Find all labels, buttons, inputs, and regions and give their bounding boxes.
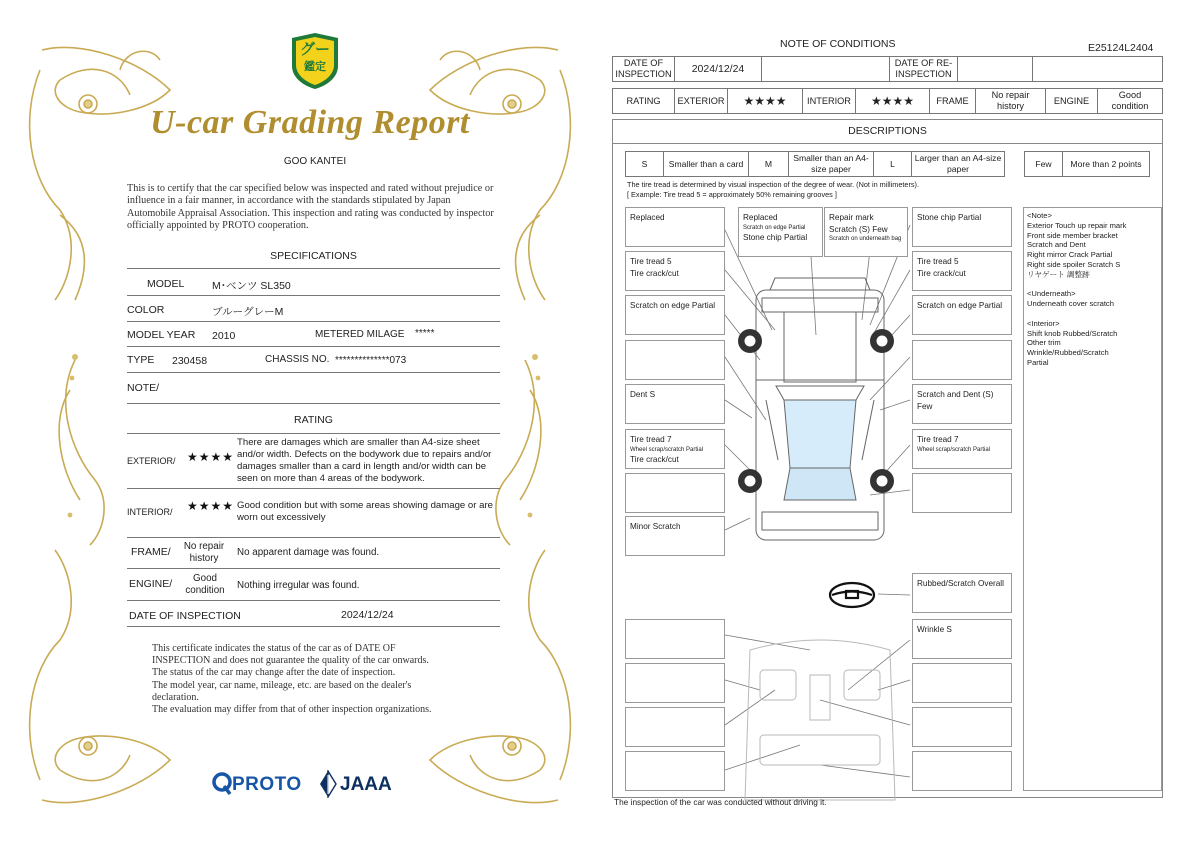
tire-note-line: [ Example: Tire tread 5 = approximately 50% remaining grooves ] bbox=[627, 190, 837, 199]
condition-line: Repair mark bbox=[829, 213, 874, 222]
model-year-value: 2010 bbox=[212, 330, 236, 342]
type-label: TYPE bbox=[127, 354, 155, 366]
proto-logo-icon bbox=[212, 772, 232, 796]
jaaa-logo-text: JAAA bbox=[340, 774, 392, 795]
interior-label: INTERIOR bbox=[803, 89, 856, 114]
condition-line: Tire tread 7 bbox=[917, 435, 959, 444]
condition-text bbox=[743, 212, 807, 243]
exterior-label: EXTERIOR/ bbox=[127, 456, 176, 466]
proto-logo-text: PROTO bbox=[232, 774, 302, 795]
legend-s-text: Smaller than a card bbox=[664, 152, 749, 177]
spec-row-color bbox=[127, 296, 500, 322]
condition-small: Wheel scrap/scratch Partial bbox=[917, 446, 991, 453]
interior-label: INTERIOR/ bbox=[127, 507, 173, 517]
condition-line: Tire tread 5 bbox=[917, 257, 959, 266]
model-year-label: MODEL YEAR bbox=[127, 329, 196, 341]
condition-box-tire-lf bbox=[625, 251, 725, 291]
disclaimer-line: declaration. bbox=[152, 691, 199, 703]
frame-label: FRAME bbox=[930, 89, 976, 114]
engine-value: Good condition bbox=[185, 573, 225, 596]
footer-logos bbox=[212, 768, 412, 802]
date-reinspection-label: DATE OF RE-INSPECTION bbox=[890, 57, 958, 82]
condition-box-empty bbox=[912, 751, 1012, 791]
rating-row-date bbox=[127, 601, 500, 627]
interior-description: Good condition but with some areas showing damage or are worn out excessively bbox=[237, 500, 493, 523]
condition-box-empty bbox=[625, 663, 725, 703]
condition-small: Scratch on edge Partial bbox=[743, 224, 806, 231]
condition-box-tire-rr bbox=[912, 429, 1012, 469]
spec-row-note bbox=[127, 373, 500, 404]
condition-text: Replaced bbox=[630, 213, 665, 222]
disclaimer-line: INSPECTION and does not guarantee the quality of the car onwards. bbox=[152, 655, 429, 667]
condition-box-empty bbox=[625, 619, 725, 659]
condition-text: Minor Scratch bbox=[630, 522, 681, 531]
exterior-description: There are damages which are smaller than A4-size sheet and/or width. Defects on the bodywork due to repairs and/or damages smaller than a card in length and/or width can be seen on more than 4 areas of the bodywork. bbox=[237, 437, 492, 484]
note-line bbox=[1024, 280, 1161, 290]
model-value: M･ベンツ SL350 bbox=[212, 280, 291, 292]
rating-row-engine bbox=[127, 569, 500, 601]
condition-box-scratch-edge-right bbox=[912, 295, 1012, 335]
note-line: Wrinkle/Rubbed/Scratch bbox=[1027, 348, 1109, 358]
spec-row-model bbox=[127, 270, 500, 296]
note-line: Scratch and Dent bbox=[1027, 240, 1086, 250]
condition-text: Wrinkle S bbox=[917, 625, 952, 634]
interior-stars: ★★★★ bbox=[187, 499, 235, 513]
legend-l-text: Larger than an A4-size paper bbox=[912, 152, 1005, 177]
note-line: Exterior Touch up repair mark bbox=[1027, 220, 1127, 230]
condition-small: Scratch on underneath bag bbox=[829, 236, 902, 242]
condition-text: Scratch and Dent (S) Few bbox=[917, 390, 994, 411]
condition-box-empty bbox=[912, 663, 1012, 703]
certification-statement: This is to certify that the car specified below was inspected and rated without prejudice or influence in a fair manner, in accordance with the standards stipulated by Japan Automobile Appraisal Association. This inspection and rating was conducted by inspector officially appointed by PROTO cooperation. bbox=[127, 183, 494, 232]
condition-text: Rubbed/Scratch Overall bbox=[917, 579, 1004, 588]
note-line: Other trim bbox=[1027, 338, 1061, 348]
engine-label: ENGINE/ bbox=[129, 578, 173, 590]
legend-few: Few bbox=[1025, 152, 1063, 177]
inspection-date-label: DATE OF INSPECTION bbox=[129, 610, 241, 622]
disclaimer-line: The evaluation may differ from that of other inspection organizations. bbox=[152, 704, 432, 716]
note-line: Underneath cover scratch bbox=[1027, 299, 1114, 309]
condition-text bbox=[829, 212, 901, 243]
condition-box-empty bbox=[912, 707, 1012, 747]
condition-box-empty bbox=[912, 473, 1012, 513]
report-subtitle: GOO KANTEI bbox=[283, 156, 347, 167]
frame-value: No repair history bbox=[183, 541, 225, 564]
legend-few-text: More than 2 points bbox=[1063, 152, 1150, 177]
condition-line: Tire tread 5 bbox=[630, 257, 672, 266]
condition-line: Stone chip Partial bbox=[743, 232, 808, 242]
condition-box-dent bbox=[625, 384, 725, 424]
condition-small: Wheel scrap/scratch Partial bbox=[630, 446, 704, 453]
footer-note: The inspection of the car was conducted without driving it. bbox=[614, 797, 827, 807]
condition-text: Stone chip Partial bbox=[917, 213, 982, 222]
rating-row-exterior bbox=[127, 435, 500, 489]
note-line: リヤゲート 調整跡 bbox=[1027, 269, 1090, 279]
color-value: ブルーグレーM bbox=[212, 306, 284, 318]
condition-box-wrinkle bbox=[912, 619, 1012, 659]
condition-line: Replaced bbox=[743, 213, 778, 222]
rating-label: RATING bbox=[613, 89, 675, 114]
rating-row-interior bbox=[127, 489, 500, 538]
document-id: E25124L2404 bbox=[1088, 42, 1154, 54]
badge-text-bottom: 鑑定 bbox=[304, 61, 326, 73]
disclaimer-line: The status of the car may change after the date of inspection. bbox=[152, 667, 396, 679]
date-inspection-label: DATE OF INSPECTION bbox=[613, 57, 675, 82]
condition-box-scratch-edge-left bbox=[625, 295, 725, 335]
note-line: Front side member bracket bbox=[1027, 230, 1118, 240]
badge-text-top: グー bbox=[299, 41, 330, 58]
condition-box-empty bbox=[625, 340, 725, 380]
legend-m: M bbox=[749, 152, 789, 177]
condition-line: Tire crack/cut bbox=[630, 454, 679, 464]
condition-box-tire-lr bbox=[625, 429, 725, 469]
condition-line: Scratch (S) Few bbox=[829, 224, 888, 234]
condition-line: Tire tread 7 bbox=[630, 435, 672, 444]
condition-text: Scratch on edge Partial bbox=[630, 301, 716, 310]
legend-s: S bbox=[626, 152, 664, 177]
exterior-label: EXTERIOR bbox=[675, 89, 728, 114]
legend-l: L bbox=[874, 152, 912, 177]
color-label: COLOR bbox=[127, 304, 165, 316]
condition-box-empty bbox=[912, 340, 1012, 380]
note-of-conditions bbox=[600, 0, 1200, 848]
chassis-value: **************073 bbox=[335, 355, 407, 366]
condition-text: Scratch on edge Partial bbox=[917, 301, 1003, 310]
exterior-stars: ★★★★ bbox=[187, 450, 235, 464]
inspection-date-value: 2024/12/24 bbox=[341, 609, 394, 621]
tire-note-line: The tire tread is determined by visual inspection of the degree of wear. (Not in millimeters). bbox=[627, 180, 920, 189]
note-line: Right side spoiler Scratch S bbox=[1027, 259, 1121, 269]
note-line: <Underneath> bbox=[1027, 289, 1076, 299]
condition-box-replaced bbox=[625, 207, 725, 247]
condition-box-minor-scratch bbox=[625, 516, 725, 556]
disclaimer-line: The model year, car name, mileage, etc. are based on the dealer's bbox=[152, 679, 412, 691]
date-inspection-value: 2024/12/24 bbox=[675, 57, 762, 82]
notes-panel bbox=[1023, 207, 1162, 791]
engine-description: Nothing irregular was found. bbox=[237, 580, 360, 591]
divider bbox=[127, 268, 500, 269]
jaaa-logo-icon bbox=[319, 770, 337, 798]
condition-text bbox=[630, 256, 679, 279]
condition-box-empty bbox=[625, 707, 725, 747]
note-line: <Interior> bbox=[1027, 318, 1060, 328]
condition-text: Dent S bbox=[630, 390, 656, 399]
frame-label: FRAME/ bbox=[131, 546, 171, 558]
exterior-stars: ★★★★ bbox=[728, 89, 803, 114]
disclaimer-line: This certificate indicates the status of the car as of DATE OF bbox=[152, 643, 396, 654]
mileage-value: ***** bbox=[415, 328, 435, 339]
condition-text bbox=[630, 434, 703, 465]
condition-line: Tire crack/cut bbox=[630, 268, 679, 278]
condition-text bbox=[917, 256, 966, 279]
frame-description: No apparent damage was found. bbox=[237, 547, 380, 558]
note-line: Partial bbox=[1027, 357, 1049, 367]
condition-box-replaced-2 bbox=[738, 207, 823, 257]
divider bbox=[127, 433, 500, 434]
rating-heading: RATING bbox=[294, 414, 333, 426]
engine-label: ENGINE bbox=[1046, 89, 1098, 114]
interior-stars: ★★★★ bbox=[856, 89, 930, 114]
condition-box-scratch-dent bbox=[912, 384, 1012, 424]
chassis-label: CHASSIS NO. bbox=[265, 354, 330, 365]
condition-line: Tire crack/cut bbox=[917, 268, 966, 278]
mileage-label: METERED MILAGE bbox=[315, 329, 405, 340]
legend-m-text: Smaller than an A4-size paper bbox=[789, 152, 874, 177]
condition-box-empty bbox=[625, 473, 725, 513]
condition-box-empty bbox=[625, 751, 725, 791]
frame-value: No repair history bbox=[976, 89, 1046, 114]
descriptions-heading: DESCRIPTIONS bbox=[612, 119, 1163, 144]
disclaimer bbox=[152, 643, 482, 716]
spec-row-type bbox=[127, 347, 500, 373]
note-line: Right mirror Crack Partial bbox=[1027, 250, 1113, 260]
note-title: NOTE OF CONDITIONS bbox=[780, 38, 896, 50]
condition-box-repair-mark bbox=[824, 207, 908, 257]
condition-box-stone-chip bbox=[912, 207, 1012, 247]
engine-value: Good condition bbox=[1098, 89, 1163, 114]
rating-row-frame bbox=[127, 538, 500, 569]
condition-box-steering bbox=[912, 573, 1012, 613]
type-value: 230458 bbox=[172, 355, 208, 367]
report-title: U-car Grading Report bbox=[150, 104, 470, 141]
note-line: <Note> bbox=[1027, 211, 1052, 220]
specifications-heading: SPECIFICATIONS bbox=[270, 250, 357, 262]
spec-row-year bbox=[127, 322, 500, 347]
note-line bbox=[1024, 309, 1161, 319]
condition-text bbox=[917, 434, 990, 454]
note-label: NOTE/ bbox=[127, 382, 160, 394]
condition-box-tire-rf bbox=[912, 251, 1012, 291]
note-line: Shift knob Rubbed/Scratch bbox=[1027, 328, 1118, 338]
model-label: MODEL bbox=[147, 278, 185, 290]
